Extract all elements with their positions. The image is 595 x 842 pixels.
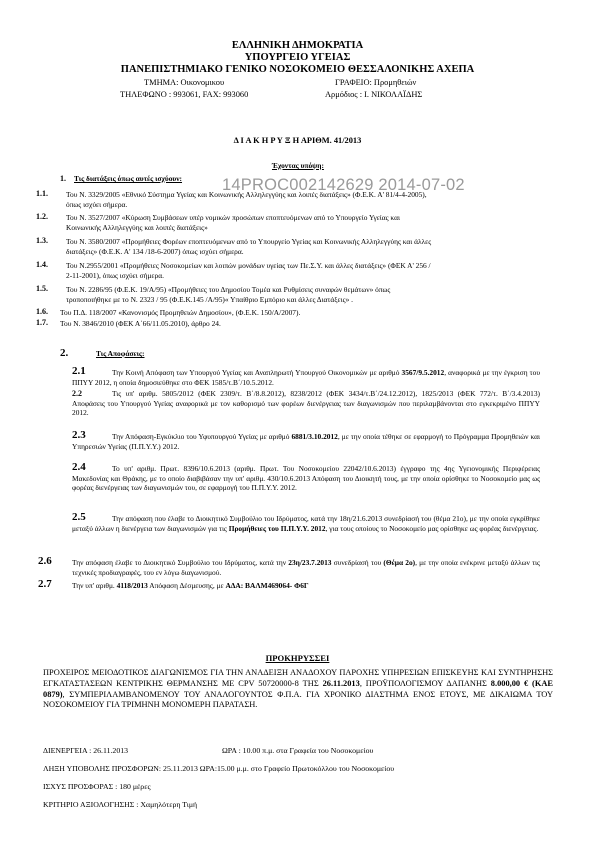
decision-2-5-number: 2.5 (72, 511, 86, 523)
decision-2-1-text: Την Κοινή Απόφαση των Υπουργού Υγείας και Αναπληρωτή Υπουργού Οικονομικών με αριθμό 3567/9.5.2012, αναφορικά με την έγκριση του ΠΠΥΥ 2012, η οποία δημοσιεύθηκε στο ΦΕΚ 1585/τ.Β΄/10.5.2012. (72, 368, 540, 387)
item-1-7-text: Του Ν. 3846/2010 (ΦΕΚ Α΄66/11.05.2010), άρθρο 24. (60, 319, 221, 328)
header-department: ΤΜΗΜΑ: Οικονομικου (144, 78, 225, 87)
item-1-5-number: 1.5. (36, 284, 48, 293)
section-2-number: 2. (60, 347, 69, 359)
header-hospital: ΠΑΝΕΠΙΣΤΗΜΙΑΚΟ ΓΕΝΙΚΟ ΝΟΣΟΚΟΜΕΙΟ ΘΕΣΣΑΛΟΝΙΚΗΣ ΑΧΕΠΑ (120, 64, 475, 75)
item-1-2-number: 1.2. (36, 212, 48, 221)
item-1-2-text-cont: Κοινωνικής Αλληλεγγύης και λοιπές διατάξεις» (66, 223, 208, 232)
item-1-5-text: Του Ν. 2286/95 (Φ.Ε.Κ. 19/Α/95) «Προμήθειες του Δημοσίου Τομέα και Ρυθμίσεις συναφών θεμάτων» όπως (66, 285, 391, 294)
header-republic: ΕΛΛΗΝΙΚΗ ΔΗΜΟΚΡΑΤΙΑ (231, 40, 364, 51)
item-1-1-text-cont: όπως ισχύει σήμερα. (66, 200, 128, 209)
decision-2-6-number: 2.6 (38, 555, 52, 567)
item-1-6-text: Του Π.Δ. 118/2007 «Κανονισμός Προμηθειών Δημοσίου», (Φ.Ε.Κ. 150/Α/2007). (60, 308, 301, 317)
item-1-6-number: 1.6. (36, 307, 48, 316)
header-office: ΓΡΑΦΕΙΟ: Προμηθειών (335, 78, 417, 87)
page-title: Δ Ι Α Κ Η Ρ Υ Ξ Η ΑΡΙΘΜ. 41/2013 (233, 136, 362, 145)
section-2-heading: Τις Αποφάσεις: (96, 349, 145, 358)
section-1-number: 1. (60, 174, 66, 183)
decision-2-5-text: Την απόφαση που έλαβε το Διοικητικό Συμβούλιο του Ιδρύματος, κατά την 18η/21.6.2013 συνεδρίασή του (θέμα 21ο), με την οποία εγκρίθηκε μεταξύ άλλων η διενέργεια των διαγωνισμών για τις Προμήθειες του Π.Π.Υ.Υ. 2012, για τους οποίους το Νοσοκομείο μας ορίσθηκε ως φορέας διενέργειας. (72, 514, 540, 533)
decision-2-3-number: 2.3 (72, 429, 86, 441)
item-1-1-text: Του Ν. 3329/2005 «Εθνικό Σύστημα Υγείας και Κοινωνικής Αλληλεγγύης και λοιπές διατάξεις» (Φ.Ε.Κ. Α' 81/4-4-2005), (66, 190, 427, 199)
item-1-3-number: 1.3. (36, 236, 48, 245)
decision-2-3-text: Την Απόφαση-Εγκύκλιο του Υφυπουργού Υγείας με αριθμό 6881/3.10.2012, με την οποία τέθηκε σε εφαρμογή το Πρόγραμμα Προμηθειών και Υπηρεσιών Υγείας (Π.Π.Υ.Υ.) 2012. (72, 432, 541, 451)
item-1-4-text: Του Ν.2955/2001 «Προμήθειες Νοσοκομείων και λοιπών μονάδων υγείας των Πε.Σ.Υ. και άλλες διατάξεις» (ΦΕΚ Α' 256 / (66, 261, 431, 270)
tender-date: ΔΙΕΝΕΡΓΕΙΑ : 26.11.2013 (43, 746, 129, 755)
having-regard-label: Έχοντας υπόψη: (272, 161, 324, 170)
decision-2-6-text: Την απόφαση έλαβε το Διοικητικό Συμβούλιο του Ιδρύματος, κατά την 23η/23.7.2013 συνεδρίασή του (Θέμα 2ο), με την οποία ενέκρινε μεταξύ άλλων τις τεχνικές προδιαγραφές, του εν λόγω διαγωνισμού. (72, 558, 540, 577)
item-1-3-text-cont: διατάξεις» (Φ.Ε.Κ. Α' 134 /18-6-2007) όπως ισχύει σήμερα. (66, 247, 244, 256)
item-1-4-number: 1.4. (36, 260, 48, 269)
item-1-7-number: 1.7. (36, 318, 48, 327)
header-ministry: ΥΠΟΥΡΓΕΙΟ ΥΓΕΙΑΣ (244, 52, 351, 63)
offer-validity: ΙΣΧΥΣ ΠΡΟΣΦΟΡΑΣ : 180 μέρες (43, 782, 151, 791)
decision-2-7-text: Την υπ' αριθμ. 4118/2013 Απόφαση Δέσμευσης, με ΑΔΑ: ΒΑΛΜ469064- Φ6Γ (72, 581, 309, 590)
item-1-5-text-cont: τροποποιήθηκε με το Ν. 2323 / 95 (Φ.Ε.Κ.145 /Α/95)« Υπαίθριο Εμπόριο και άλλες Διατάξεις» . (66, 295, 353, 304)
proclamation-heading: ΠΡΟΚΗΡΥΣΣΕΙ (265, 653, 330, 663)
item-1-4-text-cont: 2-11-2001), όπως ισχύει σήμερα. (66, 271, 164, 280)
header-contact: Αρμόδιος : Ι. ΝΙΚΟΛΑΪΔΗΣ (325, 90, 423, 99)
decision-2-7-number: 2.7 (38, 578, 52, 590)
decision-2-4-number: 2.4 (72, 461, 86, 473)
section-1-heading: Τις διατάξεις όπως αυτές ισχύουν: (74, 174, 183, 183)
item-1-1-number: 1.1. (36, 189, 48, 198)
item-1-3-text: Του Ν. 3580/2007 «Προμήθειες Φορέων εποπτευόμενων από το Υπουργείο Υγείας και Κοινωνικής Αλληλεγγύης και άλλες (66, 237, 432, 246)
decision-2-2-text: Τις υπ' αριθμ. 5805/2012 (ΦΕΚ 2309/τ. Β΄/8.8.2012), 8238/2012 (ΦΕΚ 3434/τ.Β΄/24.12.2012), 1825/2013 (ΦΕΚ 772/τ. Β΄/3.4.2013) Αποφάσεις του Υπουργού Υγείας αναφορικά με τον καθορισμό των φορέων διενέργειας των διαγωνισμών που περιλαμβάνονται στο εγκεκριμένο ΠΠΥΥ 2012. (72, 389, 540, 418)
decision-2-1-number: 2.1 (72, 365, 86, 377)
tender-time: ΩΡΑ : 10.00 π.μ. στα Γραφεία του Νοσοκομείου (222, 746, 374, 755)
item-1-2-text: Του Ν. 3527/2007 «Κύρωση Συμβάσεων υπέρ νομικών προσώπων εποπτευόμενων από το Υπουργείο Υγείας και (66, 213, 400, 222)
decision-2-4-text: Το υπ' αριθμ. Πρωτ. 8396/10.6.2013 (αριθμ. Πρωτ. Του Νοσοκομείου 22042/10.6.2013) έγγραφο της 4ης Υγειονομικής Περιφέρειας Μακεδονίας και Θράκης, με το οποίο διαβιβάσαν την υπ' αριθμ. 430/10.6.2013 Απόφαση του Διοικητή τους, με την οποία ορίσθηκε το Νοσοκομείο μας ως φορέας διενέργειας των διαγωνισμών του, σε εφαρμογή του Π.Π.Υ.Υ. 2012. (72, 464, 540, 493)
decision-2-2-number: 2.2 (72, 389, 82, 398)
submission-deadline: ΛΗΞΗ ΥΠΟΒΟΛΗΣ ΠΡΟΣΦΟΡΩΝ: 25.11.2013 ΩΡΑ:15.00 μ.μ. στο Γραφείο Πρωτοκόλλου του Νοσοκομείου (43, 764, 395, 773)
header-phone: ΤΗΛΕΦΩΝΟ : 993061, FAX: 993060 (120, 90, 249, 99)
evaluation-criterion: ΚΡΙΤΗΡΙΟ ΑΞΙΟΛΟΓΗΣΗΣ : Χαμηλότερη Τιμή (43, 800, 198, 809)
registry-stamp: 14PROC002142629 2014-07-02 (222, 176, 465, 194)
procurement-description: ΠΡΟΧΕΙΡΟΣ ΜΕΙΟΔΟΤΙΚΟΣ ΔΙΑΓΩΝΙΣΜΟΣ ΓΙΑ ΤΗΝ ΑΝΑΔΕΙΞΗ ΑΝΑΔΟΧΟΥ ΠΑΡΟΧΗΣ ΥΠΗΡΕΣΙΩΝ ΕΠΙΣΚΕΥΗΣ ΚΑΙ ΣΥΝΤΗΡΗΣΗΣ ΕΓΚΑΤΑΣΤΑΣΕΩΝ ΚΕΝΤΡΙΚΗΣ ΘΕΡΜΑΝΣΗΣ ΜΕ CPV 50720000-8 ΤΗΣ 26.11.2013, ΠΡΟΫΠΟΛΟΓΙΣΜΟΥ ΔΑΠΑΝΗΣ 8.000,00 € (ΚΑΕ 0879), ΣΥΜΠΕΡΙΛΑΜΒΑΝΟΜΕΝΟΥ ΤΟΥ ΑΝΑΛΟΓΟΥΝΤΟΣ Φ.Π.Α. ΓΙΑ ΧΡΟΝΙΚΟ ΔΙΑΣΤΗΜΑ ΕΝΟΣ ΕΤΟΥΣ, ΜΕ ΔΙΚΑΙΩΜΑ ΤΟΥ ΝΟΣΟΚΟΜΕΙΟΥ ΓΙΑ ΤΡΙΜΗΝΗ ΜΟΝΟΜΕΡΗ ΠΑΡΑΤΑΣΗ. (43, 668, 553, 710)
